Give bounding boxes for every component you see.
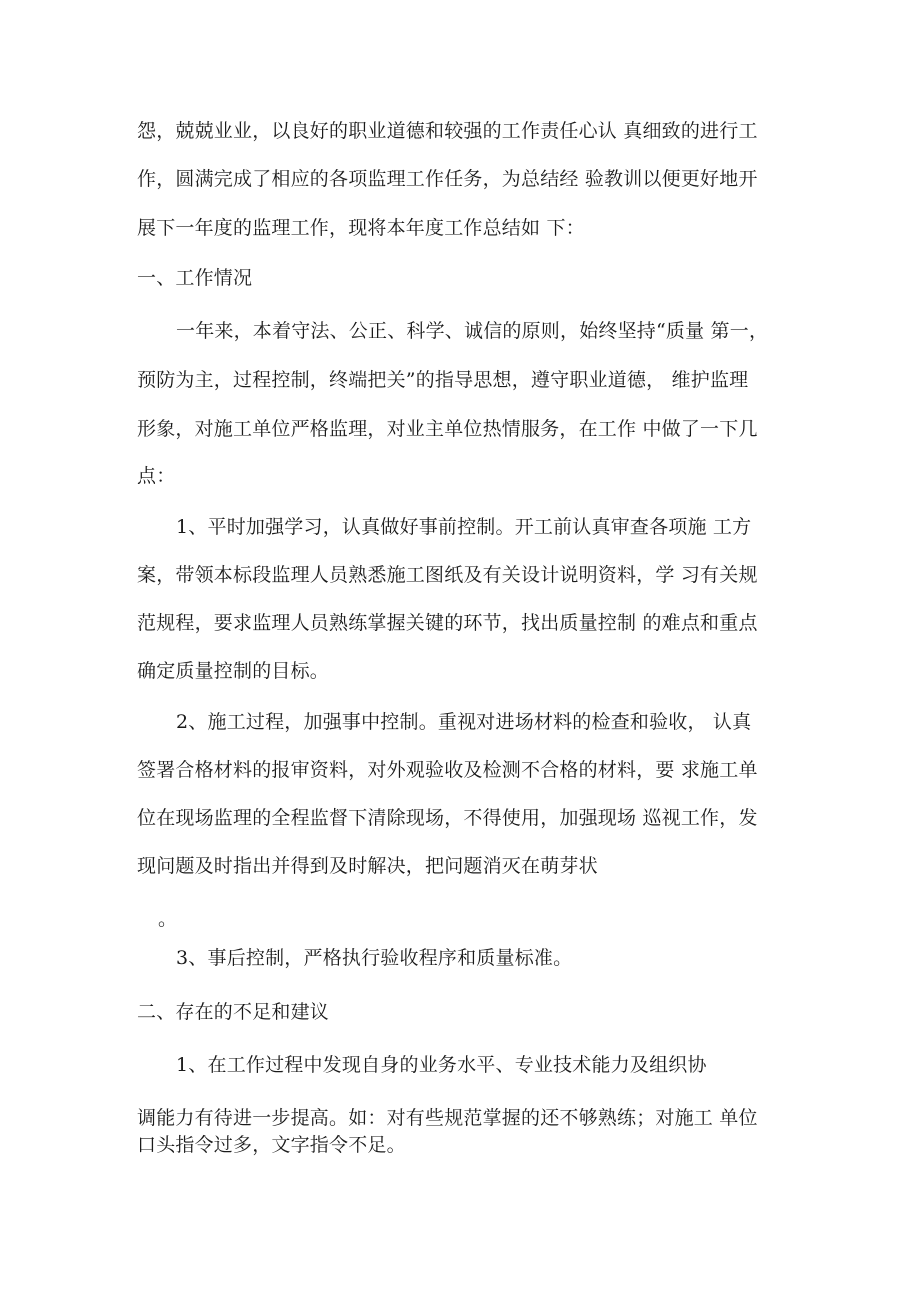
item-2-line-1: 2、施工过程，加强事中控制。重视对进场材料的检查和验收， 认真 — [176, 711, 752, 733]
intro-line-1: 怨，兢兢业业，以良好的职业道德和较强的工作责任心认 真细致的进行工 — [137, 120, 758, 142]
section-2-item-1-line-2: 调能力有待进一步提高。如：对有些规范掌握的还不够熟练；对施工 单位 — [137, 1107, 758, 1129]
item-2-line-2: 签署合格材料的报审资料，对外观验收及检测不合格的材料，要 求施工单 — [137, 759, 758, 781]
section-1-para-line-1: 一年来，本着守法、公正、科学、诚信的原则，始终坚持“质量 第一， — [176, 320, 769, 342]
item-1-line-4: 确定质量控制的目标。 — [137, 660, 330, 682]
section-2-item-1-line-3: 口头指令过多，文字指令不足。 — [137, 1134, 406, 1156]
item-2-line-3: 位在现场监理的全程监督下清除现场，不得使用，加强现场 巡视工作，发 — [137, 807, 758, 829]
item-2-line-4: 现问题及时指出并得到及时解决，把问题消灭在萌芽状 — [137, 855, 598, 877]
item-1-line-2: 案，带领本标段监理人员熟悉施工图纸及有关设计说明资料，学 习有关规 — [137, 564, 758, 586]
item-1-line-1: 1、平时加强学习，认真做好事前控制。开工前认真审查各项施 工方 — [176, 516, 752, 538]
section-1-para-line-2: 预防为主，过程控制，终端把关”的指导思想，遵守职业道德， 维护监理 — [137, 369, 749, 391]
section-1-heading: 一、工作情况 — [137, 267, 253, 289]
section-2-item-1-line-1: 1、在工作过程中发现自身的业务水平、专业技术能力及组织协 — [176, 1054, 707, 1076]
item-1-line-3: 范规程，要求监理人员熟练掌握关键的环节，找出质量控制 的难点和重点 — [137, 612, 758, 634]
section-2-heading: 二、存在的不足和建议 — [137, 1001, 330, 1023]
section-1-para-line-3: 形象，对施工单位严格监理，对业主单位热情服务，在工作 中做了一下几 — [137, 418, 758, 440]
item-3-line: 3、事后控制，严格执行验收程序和质量标准。 — [176, 947, 573, 969]
item-2-end-mark: 。 — [158, 908, 178, 930]
intro-line-3: 展下一年度的监理工作，现将本年度工作总结如 下： — [137, 217, 585, 239]
intro-line-2: 作，圆满完成了相应的各项监理工作任务，为总结经 验教训以便更好地开 — [137, 168, 758, 190]
section-1-para-line-4: 点： — [137, 465, 176, 487]
